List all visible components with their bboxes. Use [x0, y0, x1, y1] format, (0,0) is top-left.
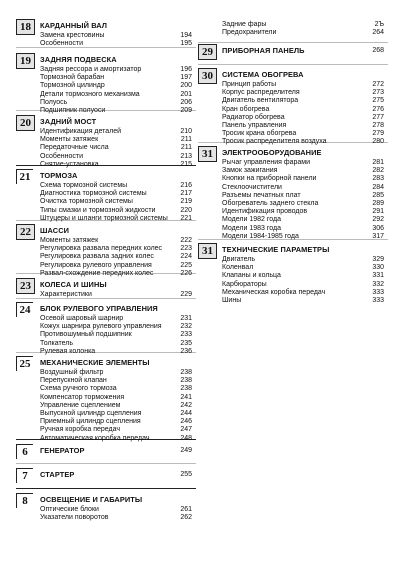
toc-entry-page: 229 [180, 291, 192, 298]
chapter-number: 23 [16, 278, 35, 294]
toc-entry-page: 238 [180, 377, 192, 385]
section-divider [16, 463, 196, 464]
toc-entry-label: Развал-схождение передних колес [40, 269, 154, 277]
toc-entry-page: 280 [372, 138, 384, 146]
chapter-title: ЗАДНИЙ МОСТ [40, 117, 97, 126]
toc-entry-page: 281 [372, 159, 384, 166]
toc-entry[interactable] [222, 81, 388, 89]
chapter-18 [16, 19, 196, 48]
chapter-items [40, 291, 196, 299]
chapter-heading[interactable] [16, 53, 196, 65]
toc-entry[interactable] [40, 161, 196, 169]
toc-entry-label: Особенности [40, 152, 83, 160]
toc-entry-label: Кран обогрева [222, 105, 270, 113]
chapter-heading[interactable] [16, 115, 196, 127]
chapter-heading[interactable] [16, 19, 196, 31]
toc-entry-page: 278 [372, 121, 384, 129]
toc-entry[interactable] [40, 128, 196, 136]
toc-entry-label: Идентификация проводов [222, 208, 308, 216]
chapter-22 [16, 224, 196, 278]
toc-entry-label: Двигатель вентилятора [222, 97, 299, 105]
toc-entry-label: Модели 1984-1985 года [222, 232, 299, 240]
toc-entry-label: Регулировка развала передних колес [40, 245, 163, 253]
toc-entry-page: 236 [180, 347, 192, 355]
chapter-24 [16, 302, 196, 356]
toc-entry[interactable] [40, 410, 196, 418]
toc-entry[interactable] [40, 99, 196, 107]
toc-entry[interactable] [40, 107, 196, 115]
toc-entry[interactable] [222, 264, 388, 272]
toc-entry-label: Выпускной цилиндр сцепления [40, 409, 142, 417]
chapter-title: КАРДАННЫЙ ВАЛ [40, 21, 108, 30]
toc-entry[interactable] [40, 245, 196, 253]
chapter-number: 31 [198, 243, 217, 259]
toc-entry[interactable] [40, 514, 196, 522]
toc-entry-label: Разъемы печатных плат [222, 191, 301, 199]
chapter-items [40, 66, 196, 115]
chapter-title: ОСВЕЩЕНИЕ И ГАБАРИТЫ [40, 495, 143, 504]
chapter-number: 31 [198, 146, 217, 162]
section-divider [198, 42, 388, 43]
toc-entry-label: Коленвал [222, 264, 254, 272]
toc-entry-page: 333 [372, 288, 384, 296]
chapter-items [222, 81, 388, 147]
toc-entry-page: 213 [180, 152, 192, 160]
chapter-21 [16, 169, 196, 223]
toc-entry-label: Панель управления [222, 121, 287, 129]
toc-entry-label: Управление сцеплением [40, 401, 121, 409]
toc-entry[interactable] [40, 91, 196, 99]
chapter-19 [16, 53, 196, 115]
toc-entry-page: 211 [180, 144, 192, 152]
toc-entry[interactable] [40, 253, 196, 261]
chapter-20 [16, 115, 196, 169]
toc-entry[interactable] [40, 40, 196, 48]
toc-entry-page: 238 [180, 369, 192, 376]
toc-entry-label: Противошумный подшипник [40, 331, 132, 339]
chapter-number: 7 [16, 468, 33, 483]
toc-entry-page: 273 [372, 89, 384, 97]
chapter-page-number: 255 [180, 471, 192, 478]
toc-entry[interactable] [40, 394, 196, 402]
toc-entry[interactable] [40, 136, 196, 144]
toc-entry-page: 282 [372, 167, 384, 175]
toc-entry-label: Схема ручного тормоза [40, 385, 117, 393]
toc-entry-label: Модели 1983 года [222, 224, 281, 232]
toc-entry[interactable] [222, 289, 388, 297]
toc-entry[interactable] [40, 291, 196, 299]
toc-entry-page: 284 [372, 183, 384, 191]
toc-entry-label: Радиатор обогрева [222, 113, 285, 121]
chapter-title: КОЛЕСА И ШИНЫ [40, 280, 107, 289]
chapter-number: 6 [16, 444, 33, 459]
chapter-heading[interactable] [16, 356, 196, 368]
toc-entry[interactable] [40, 506, 196, 514]
chapter-page-number: 249 [180, 447, 192, 454]
toc-entry-label: Предохранители [222, 29, 277, 37]
chapter-6 [16, 444, 196, 456]
toc-entry[interactable] [40, 66, 196, 74]
toc-entry-page: 235 [180, 339, 192, 347]
toc-entry[interactable] [40, 435, 196, 443]
toc-entry[interactable] [40, 153, 196, 161]
toc-entry-page: 277 [372, 113, 384, 121]
toc-entry-label: Замена крестовины [40, 32, 105, 39]
chapter-items [40, 369, 196, 443]
toc-entry-label: Оптические блоки [40, 506, 99, 513]
toc-entry-label: Типы смазки и тормозной жидкости [40, 206, 156, 214]
continued-items [198, 20, 388, 37]
toc-entry-page: 291 [372, 208, 384, 216]
toc-entry-label: Снятие-установка [40, 160, 99, 168]
toc-entry-label: Идентификация деталей [40, 128, 122, 135]
chapter-title: ГЕНЕРАТОР [40, 446, 85, 455]
chapter-29 [198, 44, 388, 56]
toc-entry[interactable] [222, 21, 388, 29]
toc-entry-label: Обогреватель заднего стекла [222, 199, 319, 207]
toc-entry-page: 329 [372, 256, 384, 263]
toc-entry[interactable] [40, 215, 196, 223]
toc-entry[interactable] [222, 106, 388, 114]
toc-entry-label: Осевой шаровый шарнир [40, 315, 124, 322]
toc-entry[interactable] [222, 272, 388, 280]
toc-entry-label: Моменты затяжек [40, 136, 99, 144]
toc-entry-page: 194 [180, 32, 192, 39]
toc-entry-label: Карбюраторы [222, 280, 267, 288]
toc-entry[interactable] [40, 426, 196, 434]
toc-entry-page: 217 [180, 190, 192, 198]
toc-entry-page: 226 [180, 269, 192, 277]
chapter-number: 22 [16, 224, 35, 240]
toc-entry-page: 276 [372, 105, 384, 113]
toc-entry[interactable] [222, 97, 388, 105]
toc-entry-page: 238 [180, 385, 192, 393]
toc-entry-label: Шины [222, 296, 242, 304]
toc-entry-label: Корпус распределителя [222, 89, 300, 97]
toc-entry-page: 244 [180, 409, 192, 417]
toc-entry[interactable] [222, 114, 388, 122]
chapter-items [40, 32, 196, 48]
toc-entry-page: 247 [180, 426, 192, 434]
toc-entry-page: 223 [180, 245, 192, 253]
toc-entry[interactable] [222, 130, 388, 138]
toc-entry[interactable] [40, 144, 196, 152]
chapter-heading[interactable] [16, 468, 196, 480]
toc-entry-page: 232 [180, 323, 192, 331]
toc-entry[interactable] [222, 200, 388, 208]
toc-entry-page: 233 [180, 331, 192, 339]
toc-entry-page: 231 [180, 315, 192, 322]
toc-entry-page: 283 [372, 175, 384, 183]
chapter-31 [198, 146, 388, 241]
toc-entry-page: 196 [180, 66, 192, 73]
chapter-title: БЛОК РУЛЕВОГО УПРАВЛЕНИЯ [40, 304, 158, 313]
toc-entry-label: Механическая коробка передач [222, 288, 326, 296]
toc-entry[interactable] [40, 207, 196, 215]
chapter-number: 20 [16, 115, 35, 131]
toc-entry-label: Регулировка рулевого управления [40, 261, 152, 269]
toc-entry-label: Автоматическая коробка передач [40, 434, 150, 442]
toc-entry[interactable] [40, 32, 196, 40]
toc-entry-label: Компенсатор торможения [40, 393, 125, 401]
toc-entry[interactable] [222, 175, 388, 183]
toc-entry-label: Передаточные числа [40, 144, 109, 152]
toc-entry[interactable] [222, 89, 388, 97]
toc-entry-page: 195 [180, 40, 192, 48]
toc-entry-label: Диагностика тормозной системы [40, 190, 147, 198]
toc-entry-label: Перепускной клапан [40, 377, 107, 385]
chapter-number: 19 [16, 53, 35, 69]
toc-entry-page: 333 [372, 296, 384, 304]
chapter-number: 8 [16, 493, 33, 508]
toc-entry[interactable] [40, 182, 196, 190]
toc-entry[interactable] [222, 297, 388, 305]
toc-entry-page: 242 [180, 401, 192, 409]
toc-entry[interactable] [40, 377, 196, 385]
toc-entry-page: 289 [372, 199, 384, 207]
toc-entry-label: Регулировка развала задних колес [40, 253, 154, 261]
toc-entry[interactable] [40, 402, 196, 410]
toc-entry[interactable] [40, 270, 196, 278]
toc-entry-page: 224 [180, 253, 192, 261]
toc-entry-page: 241 [180, 393, 192, 401]
section-divider [198, 64, 388, 65]
toc-entry-label: Клапаны и кольца [222, 272, 281, 280]
chapter-title: СИСТЕМА ОБОГРЕВА [222, 70, 304, 79]
toc-entry-page: 200 [180, 82, 192, 90]
chapter-number: 25 [16, 356, 33, 371]
toc-entry[interactable] [40, 348, 196, 356]
toc-entry-page: 197 [180, 74, 192, 82]
toc-entry-label: Моменты затяжек [40, 237, 99, 244]
toc-entry-page: 272 [372, 81, 384, 88]
chapter-23 [16, 278, 196, 299]
toc-entry[interactable] [40, 82, 196, 90]
toc-entry-page: 317 [372, 232, 384, 240]
toc-entry[interactable] [40, 331, 196, 339]
toc-entry-page: 330 [372, 264, 384, 272]
toc-entry[interactable] [222, 192, 388, 200]
chapter-heading[interactable] [16, 302, 196, 314]
toc-entry-page: 216 [180, 182, 192, 189]
chapter-number: 18 [16, 19, 35, 35]
toc-entry-page: 332 [372, 280, 384, 288]
chapter-heading[interactable] [198, 243, 388, 255]
toc-entry-page: 331 [372, 272, 384, 280]
chapter-title: МЕХАНИЧЕСКИЕ ЭЛЕМЕНТЫ [40, 358, 150, 367]
toc-entry-label: Подшипник полуоси [40, 106, 106, 114]
toc-entry[interactable] [222, 281, 388, 289]
toc-entry[interactable] [222, 184, 388, 192]
toc-entry-label: Особенности [40, 40, 83, 48]
chapter-heading[interactable] [198, 68, 388, 80]
toc-entry-page: 306 [372, 224, 384, 232]
toc-entry[interactable] [222, 256, 388, 264]
chapter-number: 30 [198, 68, 217, 84]
toc-entry-label: Тормозной цилиндр [40, 82, 105, 90]
toc-entry-label: Рулевая колонка [40, 347, 96, 355]
toc-entry-label: Кожух шарнира рулевого управления [40, 323, 162, 331]
toc-entry-page: 262 [180, 514, 192, 522]
toc-entry-page: 209 [180, 106, 192, 114]
toc-entry-label: Задние фары [222, 21, 267, 28]
toc-entry[interactable] [222, 225, 388, 233]
chapter-title: ЗАДНЯЯ ПОДВЕСКА [40, 55, 117, 64]
chapter-heading[interactable] [16, 169, 196, 181]
toc-entry-page: 275 [372, 97, 384, 105]
toc-entry-label: Указатели поворотов [40, 514, 109, 522]
chapter-items [40, 315, 196, 356]
chapter-30 [198, 68, 388, 147]
toc-entry-label: Приемный цилиндр сцепления [40, 418, 141, 426]
toc-entry-page: 264 [372, 29, 384, 37]
chapter-items [222, 256, 388, 305]
chapter-heading[interactable] [16, 224, 196, 236]
toc-entry-label: Тормозной барабан [40, 74, 105, 82]
chapter-number: 29 [198, 44, 217, 60]
toc-entry[interactable] [222, 29, 388, 37]
toc-entry-label: Задняя рессора и амортизатор [40, 66, 142, 73]
toc-entry-label: Замок зажигания [222, 167, 278, 175]
chapter-items [40, 237, 196, 278]
chapter-items [40, 182, 196, 223]
toc-entry-label: Характеристики [40, 291, 92, 298]
toc-entry[interactable] [222, 208, 388, 216]
toc-entry[interactable] [222, 122, 388, 130]
toc-entry-page: 261 [180, 506, 192, 513]
toc-entry-page: 285 [372, 191, 384, 199]
section-divider [16, 488, 196, 489]
toc-entry[interactable] [222, 233, 388, 241]
toc-entry-label: Ручная коробка передач [40, 426, 120, 434]
toc-entry[interactable] [40, 385, 196, 393]
toc-entry[interactable] [40, 237, 196, 245]
toc-entry-page: 279 [372, 130, 384, 138]
toc-entry-label: Кнопки на приборной панели [222, 175, 317, 183]
toc-entry-page: 220 [180, 206, 192, 214]
toc-entry-label: Рычаг управления фарами [222, 159, 311, 166]
chapter-title: СТАРТЕР [40, 470, 75, 479]
toc-entry-label: Полуось [40, 98, 68, 106]
chapter-heading[interactable] [16, 493, 196, 505]
toc-entry-label: Схема тормозной системы [40, 182, 128, 189]
chapter-title: ПРИБОРНАЯ ПАНЕЛЬ [222, 46, 305, 55]
chapter-title: ЭЛЕКТРООБОРУДОВАНИЕ [222, 148, 322, 157]
chapter-heading[interactable] [198, 146, 388, 158]
toc-entry[interactable] [40, 262, 196, 270]
toc-entry[interactable] [40, 198, 196, 206]
toc-entry-page: 221 [180, 214, 192, 222]
chapter-25 [16, 356, 196, 443]
toc-entry[interactable] [40, 369, 196, 377]
toc-entry-label: Воздушный фильтр [40, 369, 104, 376]
toc-entry[interactable] [222, 216, 388, 224]
chapter-number: 21 [16, 169, 33, 184]
chapter-title: ШАССИ [40, 226, 70, 235]
toc-entry-page: 222 [180, 237, 192, 244]
chapter-title: ТЕХНИЧЕСКИЕ ПАРАМЕТРЫ [222, 245, 330, 254]
chapter-31 [198, 243, 388, 305]
toc-entry[interactable] [40, 340, 196, 348]
toc-entry-page: 2Ъ [374, 21, 384, 28]
chapter-items [222, 21, 388, 37]
chapter-7 [16, 468, 196, 480]
toc-entry-page: 211 [180, 136, 192, 144]
toc-entry-page: 219 [180, 198, 192, 206]
toc-entry-page: 248 [180, 434, 192, 442]
toc-entry-page: 225 [180, 261, 192, 269]
toc-entry[interactable] [222, 159, 388, 167]
chapter-heading[interactable] [16, 278, 196, 290]
chapter-items [40, 506, 196, 522]
toc-entry-label: Тросик крана обогрева [222, 130, 297, 138]
toc-entry-label: Стеклоочистители [222, 183, 282, 191]
chapter-8 [16, 493, 196, 522]
chapter-heading[interactable] [16, 444, 196, 456]
chapter-items [40, 128, 196, 169]
toc-entry-page: 201 [180, 90, 192, 98]
toc-entry-label: Очистка тормозной системы [40, 198, 133, 206]
toc-entry-page: 292 [372, 216, 384, 224]
chapter-heading[interactable] [198, 44, 388, 56]
toc-entry-page: 210 [180, 128, 192, 135]
chapter-number: 24 [16, 302, 33, 317]
chapter-title: ТОРМОЗА [40, 171, 78, 180]
chapter-page-number: 268 [372, 47, 384, 54]
toc-entry-label: Принцип работы [222, 81, 277, 88]
toc-entry[interactable] [40, 315, 196, 323]
toc-entry-label: Толкатель [40, 339, 74, 347]
chapter-items [222, 159, 388, 241]
toc-entry-label: Модели 1982 года [222, 216, 281, 224]
toc-entry-page: 206 [180, 98, 192, 106]
toc-entry-label: Тросик распределителя воздуха [222, 138, 327, 146]
toc-entry-page: 215 [180, 160, 192, 168]
toc-entry-page: 246 [180, 418, 192, 426]
toc-entry-label: Детали тормозного механизма [40, 90, 140, 98]
toc-entry-label: Штуцеры и шланги тормозной системы [40, 214, 168, 222]
toc-entry-label: Двигатель [222, 256, 256, 263]
